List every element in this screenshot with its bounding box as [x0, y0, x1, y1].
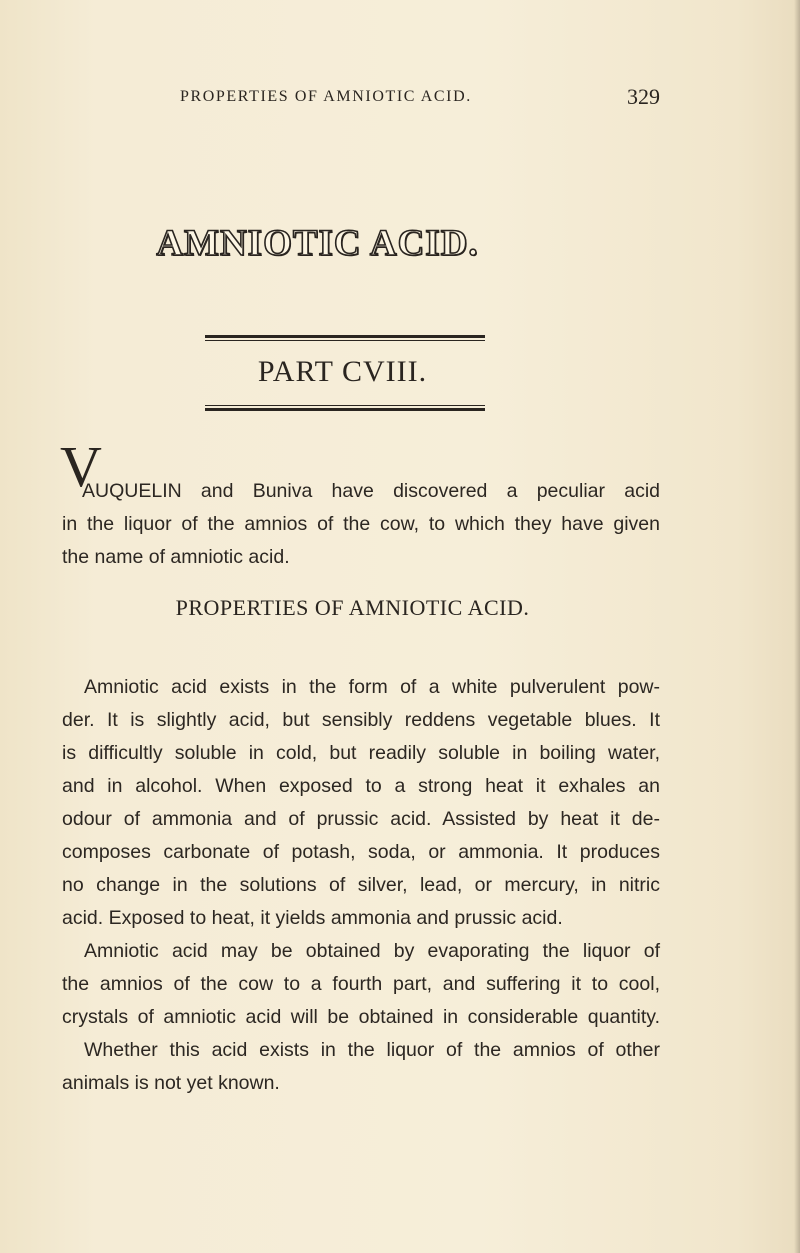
body-line: crystals of amniotic acid will be obtained in considerable quantity.: [62, 1006, 660, 1028]
rule-above-part-thin: [205, 340, 485, 341]
page-number: 329: [627, 84, 660, 109]
rule-below-part: [205, 408, 485, 411]
body-line: Amniotic acid exists in the form of a white pulverulent pow-: [84, 676, 660, 698]
rule-above-part: [205, 335, 485, 338]
body-line: Whether this acid exists in the liquor of the amnios of other: [84, 1039, 660, 1061]
body-line: odour of ammonia and of prussic acid. Assisted by heat it de-: [62, 808, 660, 830]
body-line: and in alcohol. When exposed to a strong heat it exhales an: [62, 775, 660, 797]
body-line: animals is not yet known.: [62, 1072, 280, 1094]
body-line: is difficultly soluble in cold, but readily soluble in boiling water,: [62, 742, 660, 764]
article-title: AMNIOTIC ACID.: [156, 223, 479, 264]
page-edge-shadow: [794, 0, 800, 1253]
part-heading: PART CVIII.: [257, 355, 428, 388]
intro-line: AUQUELIN and Buniva have discovered a peculiar acid: [82, 480, 660, 502]
body-line: acid. Exposed to heat, it yields ammonia and prussic acid.: [62, 907, 563, 929]
body-line: no change in the solutions of silver, lead, or mercury, in nitric: [62, 874, 660, 896]
body-line: Amniotic acid may be obtained by evaporating the liquor of: [84, 940, 660, 962]
body-line: der. It is slightly acid, but sensibly reddens vegetable blues. It: [62, 709, 660, 731]
running-head-title: PROPERTIES OF AMNIOTIC ACID.: [180, 88, 472, 105]
body-line: composes carbonate of potash, soda, or ammonia. It produces: [62, 841, 660, 863]
body-line: the amnios of the cow to a fourth part, and suffering it to cool,: [62, 973, 660, 995]
drop-cap: V: [60, 434, 102, 499]
intro-line: in the liquor of the amnios of the cow, to which they have given: [62, 513, 660, 535]
intro-paragraph: [62, 475, 660, 574]
section-heading: PROPERTIES OF AMNIOTIC ACID.: [175, 595, 530, 620]
intro-line: the name of amniotic acid.: [62, 546, 290, 568]
body-paragraphs: [62, 671, 660, 1100]
rule-below-part-thin: [205, 405, 485, 406]
running-head: [180, 84, 660, 114]
